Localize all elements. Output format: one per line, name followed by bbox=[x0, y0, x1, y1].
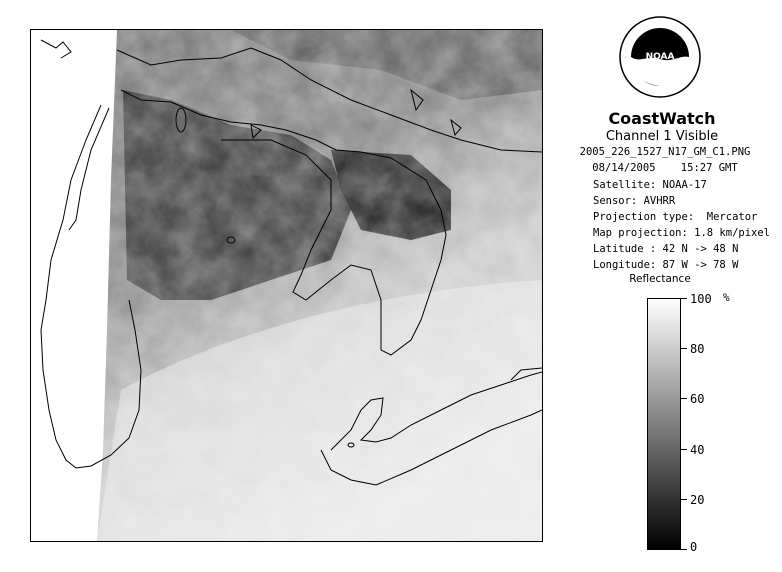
colorbar-tick-label: 80 bbox=[690, 342, 705, 356]
colorbar-tick-label: 100 bbox=[690, 292, 712, 306]
map-projection-label: Map projection: 1.8 km/pixel bbox=[593, 227, 771, 239]
page-subtitle: Channel 1 Visible bbox=[605, 129, 719, 144]
colorbar-unit: % bbox=[723, 291, 730, 304]
projection-label: Projection type: Mercator bbox=[593, 211, 758, 223]
reflectance-colorbar bbox=[647, 298, 681, 550]
colorbar-tick-label: 20 bbox=[690, 493, 705, 507]
colorbar-tick bbox=[681, 449, 687, 450]
colorbar-tick-label: 60 bbox=[690, 392, 705, 406]
satellite-label: Satellite: NOAA-17 bbox=[593, 179, 707, 191]
colorbar-tick bbox=[681, 398, 687, 399]
satellite-map bbox=[30, 29, 543, 542]
colorbar-tick bbox=[681, 298, 687, 299]
datetime-label: 08/14/2005 15:27 GMT bbox=[592, 162, 738, 174]
colorbar-tick bbox=[681, 499, 687, 500]
colorbar-tick-label: 40 bbox=[690, 443, 705, 457]
latitude-label: Latitude : 42 N -> 48 N bbox=[593, 243, 739, 255]
satellite-swath bbox=[31, 30, 542, 541]
map-canvas bbox=[31, 30, 542, 541]
logo-text: NOAA bbox=[645, 52, 675, 62]
page-title: CoastWatch bbox=[608, 109, 716, 128]
colorbar-tick bbox=[681, 549, 687, 550]
filename-label: 2005_226_1527_N17_GM_C1.PNG bbox=[579, 146, 751, 158]
colorbar-label: Reflectance bbox=[629, 273, 691, 285]
sensor-label: Sensor: AVHRR bbox=[593, 195, 676, 207]
svg-text:.: . bbox=[622, 56, 628, 58]
colorbar-tick bbox=[681, 348, 687, 349]
colorbar-tick-label: 0 bbox=[690, 540, 698, 554]
noaa-logo-icon bbox=[618, 15, 702, 99]
longitude-label: Longitude: 87 W -> 78 W bbox=[593, 259, 739, 271]
